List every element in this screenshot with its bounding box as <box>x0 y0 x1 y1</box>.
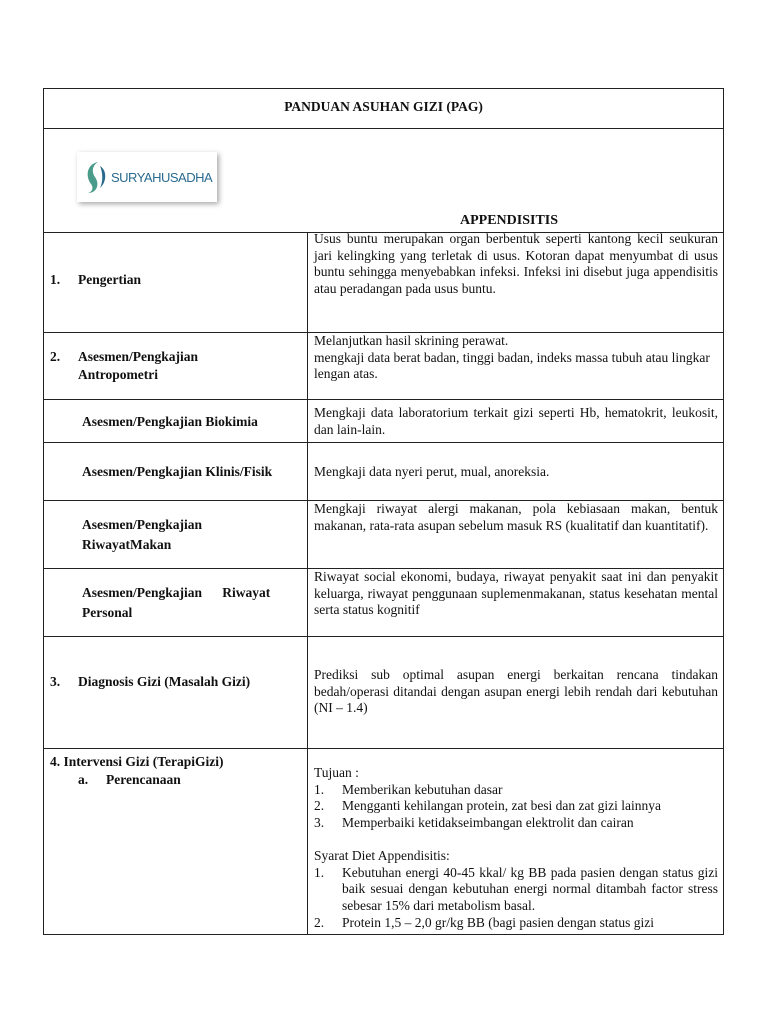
row-content: Prediksi sub optimal asupan energi berkaitan rencana tindakan bedah/operasi ditandai dengan asupan energi lebih rendah dari kebutuhan (NI – 1.4) <box>314 667 718 716</box>
row-label-text: Asesmen/Pengkajian <box>78 349 199 364</box>
list-item: 2. Mengganti kehilangan protein, zat besi dan zat gizi lainnya <box>314 798 662 814</box>
list-item: 2. Protein 1,5 – 2,0 gr/kg BB (bagi pasien dengan status gizi <box>314 914 654 930</box>
list-item: 1. Memberikan kebutuhan dasar <box>314 781 503 797</box>
row-content-line: mengkaji data berat badan, tinggi badan, indeks massa tubuh atau lingkar lengan atas. <box>314 349 710 382</box>
row-label <box>44 753 306 789</box>
row-label-text: 4. Intervensi Gizi (TerapiGizi) <box>50 754 224 769</box>
document-title: PANDUAN ASUHAN GIZI (PAG) <box>284 99 483 114</box>
divider <box>44 636 723 637</box>
row-label-text: RiwayatMakan <box>82 537 172 552</box>
column-divider <box>307 232 308 934</box>
row-label-text: Antropometri <box>78 367 158 382</box>
logo-mark-icon <box>83 160 109 194</box>
row-label-text: Diagnosis Gizi (Masalah Gizi) <box>78 674 251 689</box>
divider <box>44 128 723 129</box>
row-content <box>314 333 718 383</box>
row-label: Asesmen/Pengkajian Biokimia <box>82 414 258 429</box>
row-content-line: Melanjutkan hasil skrining perawat. <box>314 333 509 348</box>
tujuan-title: Tujuan : <box>314 765 359 780</box>
row-content <box>314 765 718 931</box>
divider <box>44 442 723 443</box>
syarat-list <box>314 865 718 932</box>
tujuan-list <box>314 782 718 832</box>
hospital-logo <box>77 152 217 202</box>
row-content: Riwayat social ekonomi, budaya, riwayat penyakit saat ini dan penyakit keluarga, riwayat penggunaan suplemenmakanan, status kesehatan mental serta status kognitif <box>314 569 718 618</box>
list-item: 1. Kebutuhan energi 40-45 kkal/ kg BB pada pasien dengan status gizi baik sesuai dengan kebutuhan energi normal ditambah factor stress sebesar 15% dari metabolism basal. <box>314 864 718 913</box>
row-label-text: Perencanaan <box>106 772 181 787</box>
row-number: a. <box>78 772 89 787</box>
logo-text: SURYAHUSADHA <box>111 169 213 185</box>
row-label-text: Personal <box>82 605 133 620</box>
row-content: Mengkaji riwayat alergi makanan, pola kebiasaan makan, bentuk makanan, rata-rata asupan sebelum masuk RS (kualitatif dan kuantitatif). <box>314 501 718 533</box>
row-content: Mengkaji data laboratorium terkait gizi seperti Hb, hematokrit, leukosit, dan lain-lain. <box>314 405 718 437</box>
syarat-title: Syarat Diet Appendisitis: <box>314 847 450 863</box>
row-label <box>44 348 306 384</box>
row-label-text: Pengertian <box>78 272 141 287</box>
document-table <box>43 88 724 935</box>
row-label: Asesmen/Pengkajian Klinis/Fisik <box>82 464 273 479</box>
row-number: 2. <box>50 349 61 364</box>
row-number: 3. <box>50 674 61 689</box>
row-label-text: Asesmen/Pengkajian <box>82 517 203 532</box>
row-label <box>44 583 306 623</box>
list-item: 3. Memperbaiki ketidakseimbangan elektrolit dan cairan <box>314 815 634 831</box>
row-content: Mengkaji data nyeri perut, mual, anoreksia. <box>314 464 550 479</box>
row-content: Usus buntu merupakan organ berbentuk seperti kantong kecil seukuran jari kelingking yang terletak di usus. Kotoran dapat menyumbat di usus buntu sehingga menyebabkan infeksi. Infeksi ini disebut juga appendisitis atau peradangan pada usus buntu. <box>314 231 718 297</box>
row-label <box>44 515 306 555</box>
subject-title: APPENDISITIS <box>460 213 559 228</box>
row-label <box>44 673 306 691</box>
row-number: 1. <box>50 272 61 287</box>
divider <box>44 748 723 749</box>
row-label-text: Asesmen/Pengkajian Riwayat <box>82 585 271 600</box>
row-label <box>44 271 306 289</box>
divider <box>44 399 723 400</box>
